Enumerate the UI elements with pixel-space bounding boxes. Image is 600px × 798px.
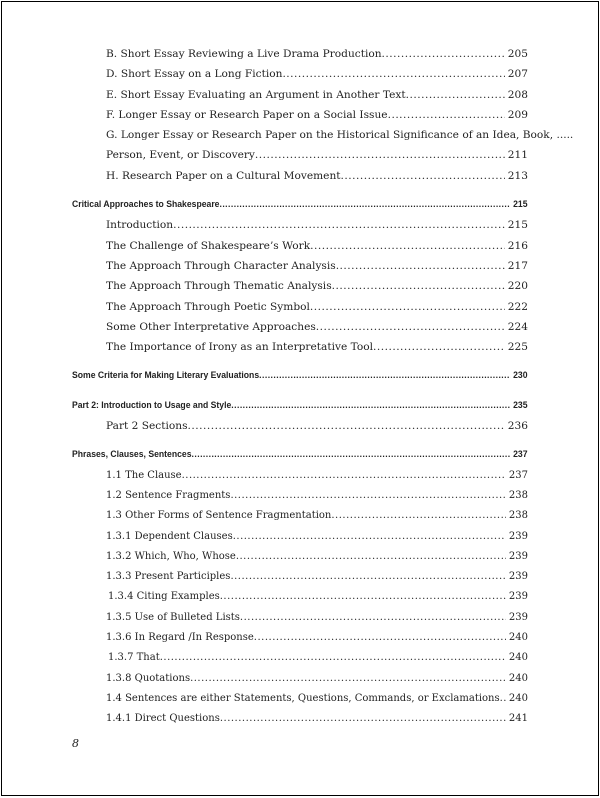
toc-entry-title: 1.3 Other Forms of Sentence Fragmentation (106, 510, 332, 522)
leader-dots (254, 628, 506, 648)
leader-dots (188, 416, 505, 436)
toc-entry-page: 220 (507, 280, 528, 293)
leader-dots (332, 276, 505, 296)
leader-dots (240, 608, 506, 628)
toc-entry (72, 166, 528, 186)
toc-entry-page: 238 (508, 489, 528, 501)
toc-entry (72, 506, 528, 526)
toc-entry-page: 224 (507, 320, 528, 333)
toc-entry-page: 205 (507, 48, 528, 60)
section-page: 230 (513, 370, 528, 382)
leader-dots (182, 466, 506, 486)
toc-entry (72, 527, 528, 547)
toc-entry-page: 239 (508, 530, 528, 542)
document-page (1, 1, 599, 796)
leader-dots (310, 297, 505, 317)
toc-entry-title: E. Short Essay Evaluating an Argument in Another Text (106, 88, 406, 101)
leader-dots (192, 445, 511, 465)
toc-entry-title: Some Other Interpretative Approaches (106, 320, 316, 333)
toc-entry-page: 215 (507, 219, 528, 232)
toc-entry-page: 240 (508, 632, 528, 644)
toc-entry-title: Part 2 Sections (106, 420, 188, 433)
section-title: Phrases, Clauses, Sentences (72, 449, 192, 461)
toc-section-heading (72, 366, 528, 386)
leader-dots (190, 669, 506, 689)
toc-entry-title: The Approach Through Poetic Symbol (106, 300, 310, 313)
toc-entry (72, 709, 528, 729)
leader-dots (282, 64, 504, 84)
toc-entry (72, 608, 528, 628)
leader-dots (310, 236, 505, 256)
toc-entry-page: 239 (508, 571, 528, 583)
toc-entry-title: 1.4 Sentences are either Statements, Questions, Commands, or Exclamations (106, 692, 500, 704)
toc-entry (72, 416, 528, 436)
toc-entry-title: G. Longer Essay or Research Paper on the Historical Significance of an Idea, Book, ..... (106, 129, 574, 142)
toc-entry-title: F. Longer Essay or Research Paper on a Social Issue (106, 108, 388, 121)
leader-dots (259, 366, 510, 386)
toc-entry (72, 105, 528, 125)
toc-entry-title: 1.3.2 Which, Who, Whose (106, 550, 236, 562)
leader-dots (382, 44, 505, 64)
toc-entry-page: 217 (507, 259, 528, 272)
toc-entry-page: 240 (508, 672, 528, 684)
toc-entry-title: Introduction (106, 219, 174, 232)
toc-entry-page: 211 (507, 149, 528, 162)
toc-entry-title: 1.3.6 In Regard /In Response (106, 632, 254, 644)
leader-dots (230, 567, 505, 587)
toc-entry-title: The Importance of Irony as an Interpretative Tool (106, 341, 373, 354)
toc-entry-title: 1.4.1 Direct Questions (106, 713, 220, 725)
toc-entry-page: 216 (507, 239, 528, 252)
section-page: 237 (513, 449, 528, 461)
toc-entry (72, 628, 528, 648)
toc-entry (72, 44, 528, 64)
toc-entry-page: 236 (507, 420, 528, 433)
leader-dots (220, 709, 506, 729)
toc-section-heading (72, 195, 528, 215)
leader-dots (231, 396, 510, 416)
toc-entry (72, 64, 528, 84)
toc-entry (72, 236, 528, 256)
leader-dots (336, 256, 505, 276)
toc-entry-title: 1.3.7 That (108, 652, 160, 664)
toc-entry (72, 587, 528, 607)
toc-entry (72, 547, 528, 567)
toc-entry-title: 1.3.5 Use of Bulleted Lists (106, 611, 240, 623)
toc-entry-page: 239 (508, 611, 528, 623)
section-title: Critical Approaches to Shakespeare (72, 199, 220, 211)
toc-entry-page: 208 (507, 88, 528, 101)
toc-entry-page: 239 (508, 591, 528, 603)
toc-entry-page: 239 (508, 550, 528, 562)
toc-entry-title: 1.3.1 Dependent Clauses (106, 530, 233, 542)
section-title: Part 2: Introduction to Usage and Style (72, 399, 232, 411)
toc-entry-title: The Approach Through Thematic Analysis (106, 280, 332, 293)
toc-entry (72, 297, 528, 317)
toc-entry (72, 466, 528, 486)
toc-entry-title: 1.3.4 Citing Examples (108, 591, 220, 603)
toc-entry-page: 207 (507, 68, 528, 81)
toc-entry (72, 85, 528, 105)
leader-dots (219, 195, 510, 215)
leader-dots (331, 506, 506, 526)
table-of-contents (72, 44, 574, 730)
toc-entry (72, 125, 574, 145)
leader-dots (388, 105, 505, 125)
leader-dots (233, 527, 506, 547)
toc-section-heading (72, 445, 528, 465)
toc-entry (72, 337, 528, 357)
toc-entry-title: 1.2 Sentence Fragments (106, 489, 231, 501)
section-title: Some Criteria for Making Literary Evaluations (72, 370, 260, 382)
leader-dots (255, 145, 505, 165)
toc-entry (72, 669, 528, 689)
leader-dots (406, 85, 505, 105)
toc-entry-page: 222 (507, 300, 528, 313)
toc-section-heading (72, 396, 528, 416)
toc-entry (72, 276, 528, 296)
toc-entry (72, 567, 528, 587)
toc-entry-page: 241 (508, 713, 528, 725)
section-page: 215 (513, 199, 528, 211)
section-page: 235 (513, 399, 528, 411)
page-number: 8 (72, 737, 79, 750)
toc-entry (72, 256, 528, 276)
toc-entry-title: 1.3.3 Present Participles (106, 571, 231, 583)
leader-dots (341, 166, 505, 186)
leader-dots (220, 587, 506, 607)
toc-entry-title: Person, Event, or Discovery (106, 149, 255, 162)
toc-entry-page: 213 (507, 169, 528, 182)
toc-entry-title: 1.3.8 Quotations (106, 672, 191, 684)
toc-entry-page: 209 (507, 108, 528, 121)
toc-entry-title: B. Short Essay Reviewing a Live Drama Production (106, 48, 382, 60)
leader-dots (230, 486, 505, 506)
toc-entry (72, 215, 528, 235)
toc-entry-page: 240 (508, 692, 528, 704)
toc-entry-page: 225 (507, 341, 528, 354)
toc-entry (72, 486, 528, 506)
leader-dots (173, 215, 505, 235)
leader-dots (160, 648, 506, 668)
leader-dots (316, 317, 505, 337)
toc-entry-title: 1.1 The Clause (106, 469, 182, 481)
toc-entry-page: 238 (508, 510, 528, 522)
toc-entry (72, 689, 528, 709)
toc-entry (72, 648, 528, 668)
toc-entry-title: D. Short Essay on a Long Fiction (106, 68, 283, 81)
toc-entry (72, 317, 528, 337)
toc-entry-title: The Challenge of Shakespeare’s Work (106, 239, 311, 252)
leader-dots (373, 337, 505, 357)
toc-entry-page: 240 (508, 652, 528, 664)
toc-entry-page: 237 (508, 469, 528, 481)
leader-dots (236, 547, 506, 567)
toc-entry-title: H. Research Paper on a Cultural Movement (106, 169, 341, 182)
toc-entry-title: The Approach Through Character Analysis (106, 259, 336, 272)
toc-entry (72, 145, 528, 165)
